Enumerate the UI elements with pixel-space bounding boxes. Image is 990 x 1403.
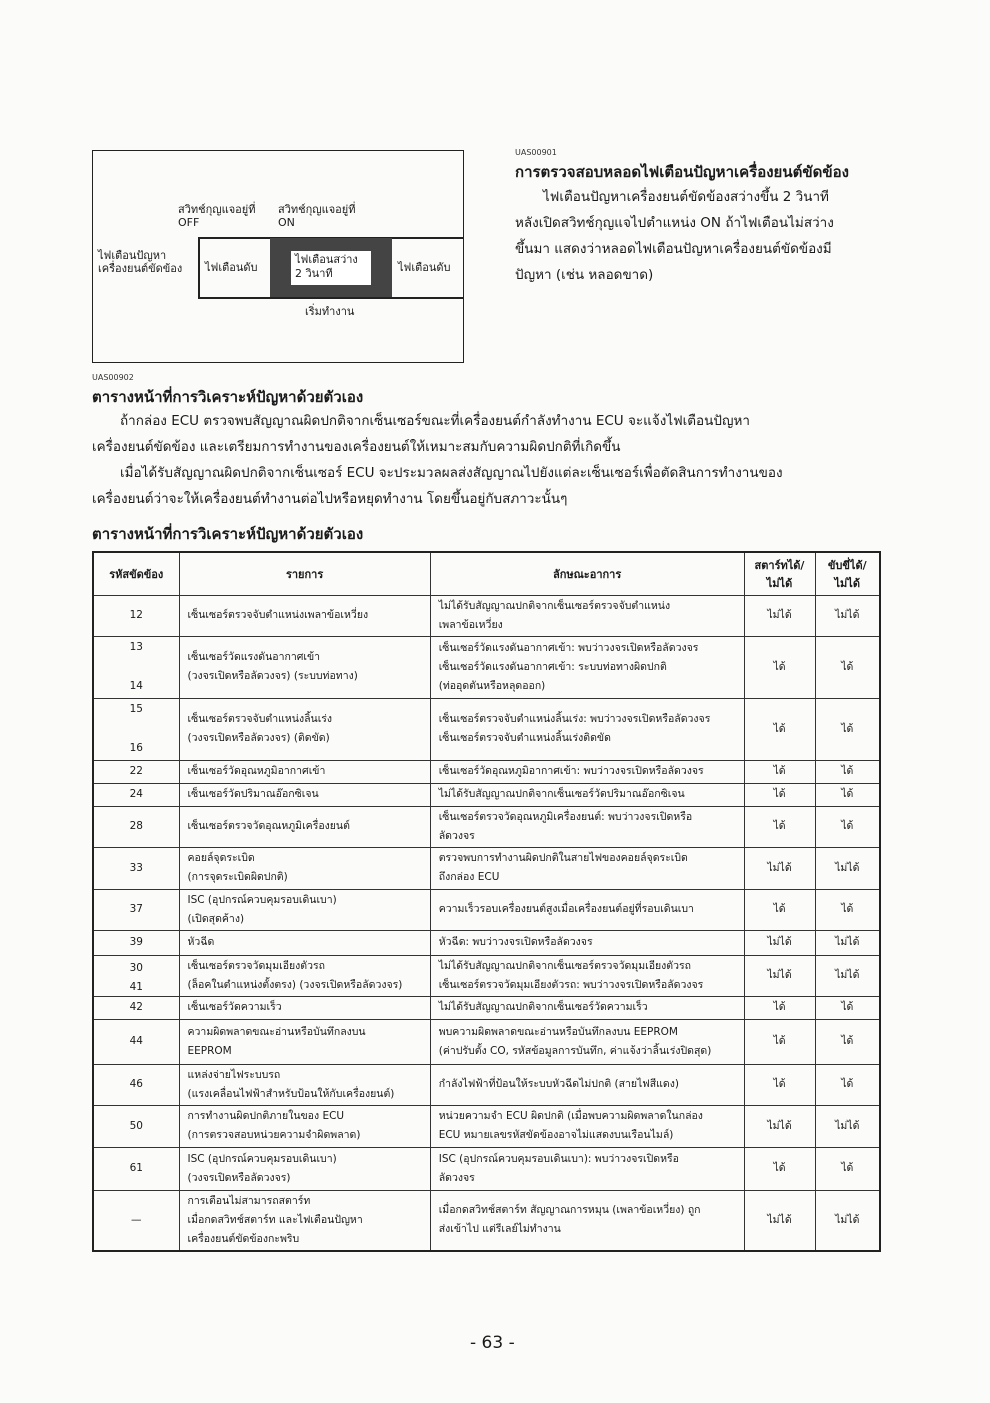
symptom-line: ไม่ได้รับสัญญาณปกติจากเซ็นเซอร์วัดปริมาณอ๊อกซิเจน [438, 788, 685, 800]
switch-off-label: สวิทช์กุญแจอยู่ที่ OFF [178, 203, 256, 229]
symptom-line: เซ็นเซอร์วัดแรงดันอากาศเข้า: พบว่าวงจรเปิดหรือลัดวงจร [438, 641, 699, 654]
codes-line: 46 [129, 1078, 143, 1090]
symptom [430, 847, 744, 889]
lamp-off-right: ไฟเตือนดับ [398, 261, 451, 274]
fault-code [93, 847, 179, 889]
item-line: (เปิดสุดค้าง) [187, 912, 245, 925]
item-line: EEPROM [187, 1044, 232, 1057]
diagnostic-table [92, 551, 881, 1252]
drive-possible: ได้ [815, 996, 880, 1019]
item-line: ISC (อุปกรณ์ควบคุมรอบเดินเบา) [187, 1152, 337, 1165]
symptom-line: ส่งเข้าไป แต่รีเลย์ไม่ทำงาน [438, 1223, 561, 1235]
section-title: ตารางหน้าที่การวิเคราะห์ปัญหาด้วยตัวเอง [92, 388, 364, 406]
drive-possible: ไม่ได้ [815, 1190, 880, 1251]
fault-code [93, 1019, 179, 1064]
table-row [93, 760, 880, 783]
codes-line: 44 [129, 1035, 143, 1047]
item [179, 1105, 430, 1147]
symptom-line: เพลาข้อเหวี่ยง [438, 618, 503, 631]
item-line: คอยล์จุดระเบิด [187, 852, 255, 864]
codes-line: 39 [129, 936, 143, 948]
page-number: - 63 - [470, 1333, 515, 1353]
start-possible: ได้ [744, 636, 815, 698]
table-row [93, 806, 880, 847]
item [179, 595, 430, 636]
drive-possible: ไม่ได้ [815, 1105, 880, 1147]
fault-code [93, 1190, 179, 1251]
drive-possible: ได้ [815, 636, 880, 698]
codes-line: 12 [129, 609, 143, 621]
item [179, 847, 430, 889]
drive-possible: ไม่ได้ [815, 847, 880, 889]
fault-code [93, 1105, 179, 1147]
item-line: เซ็นเซอร์วัดความเร็ว [187, 1001, 282, 1013]
item [179, 1190, 430, 1251]
item-line: ความผิดพลาดขณะอ่านหรือบันทึกลงบน [187, 1025, 366, 1038]
table-row [93, 1105, 880, 1147]
section-title: การตรวจสอบหลอดไฟเตือนปัญหาเครื่องยนต์ขัดข้อง [515, 163, 849, 181]
symptom-line: เมื่อกดสวิทช์สตาร์ท สัญญาณการหมุน (เพลาข้อเหวี่ยง) ถูก [438, 1204, 701, 1216]
symptom-line: หน่วยความจำ ECU ผิดปกติ (เมื่อพบความผิดพลาดในกล่อง [438, 1110, 703, 1122]
codes-line: 33 [129, 861, 143, 874]
symptom [430, 1105, 744, 1147]
fault-code [93, 595, 179, 636]
start-possible: ได้ [744, 1147, 815, 1190]
codes-line: 14 [129, 680, 143, 692]
fault-code [93, 889, 179, 930]
codes-line: 61 [129, 1162, 143, 1174]
fault-code [93, 783, 179, 806]
section2-body: ถ้ากล่อง ECU ตรวจพบสัญญาณผิดปกติจากเซ็นเซอร์ขณะที่เครื่องยนต์กำลังทำงาน ECU จะแจ้งไฟเตือนปัญหา เครื่องยนต์ขัดข้อง และเตรียมการทำงานของเครื่องยนต์ให้เหมาะสมกับความผิดปกติที่เกิดขึ้น เมื่อได้รับสัญญาณผิดปกติจากเซ็นเซอร์ ECU จะประมวลผลส่งสัญญาณไปยังแต่ละเซ็นเซอร์เพื่อตัดสินการทำงานของ เครื่องยนต์ว่าจะให้เครื่องยนต์ทำงานต่อไปหรือหยุดทำงาน โดยขึ้นอยู่กับสภาวะนั้นๆ [92, 413, 783, 507]
item-line: (วงจรเปิดหรือลัดวงจร) (ติดขัด) [187, 732, 330, 744]
fault-code [93, 1064, 179, 1105]
header-code: รหัสขัดข้อง [93, 552, 179, 595]
header-symptom: ลักษณะอาการ [430, 552, 744, 595]
start-possible: ได้ [744, 783, 815, 806]
symptom-line: เซ็นเซอร์ตรวจจับตำแหน่งลิ้นเร่ง: พบว่าวงจรเปิดหรือลัดวงจร [438, 713, 711, 725]
drive-possible: ได้ [815, 889, 880, 930]
table-row [93, 930, 880, 955]
fault-code [93, 1147, 179, 1190]
fault-code [93, 996, 179, 1019]
symptom-line: ไม่ได้รับสัญญาณปกติจากเซ็นเซอร์ตรวจจับตำแหน่ง [438, 599, 671, 612]
drive-possible: ได้ [815, 1064, 880, 1105]
item-line: เซ็นเซอร์ตรวจจับตำแหน่งลิ้นเร่ง [187, 713, 333, 725]
symptom [430, 930, 744, 955]
item-line: (ล็อคในตำแหน่งตั้งตรง) (วงจรเปิดหรือลัดวงจร) [187, 978, 403, 991]
symptom-line: ECU หมายเลขรหัสขัดข้องอาจไม่แสดงบนเรือนไมล์) [438, 1129, 674, 1141]
lamp-on-label: ไฟเตือนสว่าง 2 วินาที [291, 251, 371, 285]
start-possible: ไม่ได้ [744, 847, 815, 889]
symptom [430, 783, 744, 806]
warning-lamp-diagram [92, 150, 464, 363]
symptom [430, 636, 744, 698]
symptom-line: ความเร็วรอบเครื่องยนต์สูงเมื่อเครื่องยนต์อยู่ที่รอบเดินเบา [438, 903, 694, 915]
item-line: (การตรวจสอบหน่วยความจำผิดพลาด) [187, 1129, 361, 1141]
symptom-line: ลัดวงจร [438, 1171, 475, 1184]
codes-line: 42 [129, 1001, 143, 1013]
drive-possible: ไม่ได้ [815, 955, 880, 996]
item [179, 996, 430, 1019]
symptom-line: ISC (อุปกรณ์ควบคุมรอบเดินเบา): พบว่าวงจรเปิดหรือ [438, 1152, 679, 1165]
item-line: หัวฉีด [187, 936, 215, 948]
drive-possible: ได้ [815, 1147, 880, 1190]
item-line: เซ็นเซอร์วัดอุณหภูมิอากาศเข้า [187, 765, 326, 777]
fault-code [93, 636, 179, 698]
symptom-line: (ค่าปรับตั้ง CO, รหัสข้อมูลการบันทึก, ค่าแจ้งว่าลิ้นเร่งปิดสุด) [438, 1044, 712, 1057]
table-row [93, 595, 880, 636]
item-line: เซ็นเซอร์ตรวจวัดมุมเอียงตัวรถ [187, 959, 326, 972]
item [179, 930, 430, 955]
symptom-line: เซ็นเซอร์วัดอุณหภูมิอากาศเข้า: พบว่าวงจรเปิดหรือลัดวงจร [438, 765, 704, 777]
item [179, 760, 430, 783]
start-possible: ไม่ได้ [744, 930, 815, 955]
table-row [93, 955, 880, 996]
symptom-line: ไม่ได้รับสัญญาณปกติจากเซ็นเซอร์ตรวจวัดมุมเอียงตัวรถ [438, 959, 692, 972]
item-line: เมื่อกดสวิทช์สตาร์ท และไฟเตือนปัญหา [187, 1213, 363, 1226]
start-possible: ไม่ได้ [744, 1105, 815, 1147]
table-row [93, 1064, 880, 1105]
start-possible: ไม่ได้ [744, 595, 815, 636]
drive-possible: ได้ [815, 1019, 880, 1064]
item [179, 1019, 430, 1064]
codes-line: 22 [129, 765, 143, 777]
item [179, 1147, 430, 1190]
symptom [430, 1019, 744, 1064]
start-possible: ไม่ได้ [744, 955, 815, 996]
table-row [93, 847, 880, 889]
fault-code [93, 930, 179, 955]
symptom [430, 595, 744, 636]
timeline-bottom [198, 297, 463, 299]
drive-possible: ไม่ได้ [815, 595, 880, 636]
item-line: แหล่งจ่ายไฟระบบรถ [187, 1068, 281, 1081]
table-title: ตารางหน้าที่การวิเคราะห์ปัญหาด้วยตัวเอง [92, 525, 364, 543]
item-line: เซ็นเซอร์วัดปริมาณอ๊อกซิเจน [187, 788, 319, 800]
table-row [93, 1019, 880, 1064]
header-start: สตาร์ทได้/ ไม่ได้ [744, 552, 815, 595]
symptom-line: เซ็นเซอร์ตรวจวัดมุมเอียงตัวรถ: พบว่าวงจรเปิดหรือลัดวงจร [438, 978, 704, 991]
table-row [93, 698, 880, 760]
symptom-line: ตรวจพบการทำงานผิดปกติในสายไฟของคอยล์จุดระเบิด [438, 852, 688, 864]
section1-body: ไฟเตือนปัญหาเครื่องยนต์ขัดข้องสว่างขึ้น 2 วินาที หลังเปิดสวิทช์กุญแจไปตำแหน่ง ON ถ้าไฟเตือนไม่สว่าง ขึ้นมา แสดงว่าหลอดไฟเตือนปัญหาเครื่องยนต์ขัดข้องมี ปัญหา (เช่น หลอดขาด) [515, 189, 834, 283]
symptom-line: เซ็นเซอร์วัดแรงดันอากาศเข้า: ระบบท่อทางผิดปกติ [438, 660, 667, 673]
symptom [430, 1190, 744, 1251]
item [179, 806, 430, 847]
start-possible: ได้ [744, 996, 815, 1019]
item-line: ISC (อุปกรณ์ควบคุมรอบเดินเบา) [187, 893, 337, 906]
start-possible: ได้ [744, 1019, 815, 1064]
symptom-line: ไม่ได้รับสัญญาณปกติจากเซ็นเซอร์วัดความเร็ว [438, 1001, 648, 1013]
symptom-line: เซ็นเซอร์ตรวจจับตำแหน่งลิ้นเร่งติดขัด [438, 732, 611, 744]
codes-line: 28 [129, 820, 143, 832]
start-possible: ได้ [744, 806, 815, 847]
symptom-line: พบความผิดพลาดขณะอ่านหรือบันทึกลงบน EEPROM [438, 1025, 678, 1038]
symptom [430, 806, 744, 847]
switch-on-label: สวิทช์กุญแจอยู่ที่ ON [278, 203, 356, 229]
item-line: เซ็นเซอร์ตรวจวัดอุณหภูมิเครื่องยนต์ [187, 820, 350, 832]
codes-line: 37 [129, 903, 143, 915]
item [179, 955, 430, 996]
item-line: (วงจรเปิดหรือลัดวงจร) (ระบบท่อทาง) [187, 670, 358, 682]
codes-line: 30 [129, 961, 143, 974]
header-drive: ขับขี่ได้/ ไม่ได้ [815, 552, 880, 595]
item-line: (วงจรเปิดหรือลัดวงจร) [187, 1171, 291, 1184]
start-possible: ไม่ได้ [744, 1190, 815, 1251]
fault-code [93, 698, 179, 760]
item [179, 636, 430, 698]
item [179, 1064, 430, 1105]
codes-line: — [131, 1213, 142, 1226]
symptom-line: เซ็นเซอร์ตรวจวัดอุณหภูมิเครื่องยนต์: พบว่าวงจรเปิดหรือ [438, 810, 693, 823]
start-possible: ได้ [744, 889, 815, 930]
section-code: UAS00902 [92, 373, 134, 382]
item-line: เซ็นเซอร์ตรวจจับตำแหน่งเพลาข้อเหวี่ยง [187, 609, 369, 621]
codes-line: 15 [129, 703, 143, 715]
table-row [93, 1190, 880, 1251]
item-line: การทำงานผิดปกติภายในของ ECU [187, 1110, 345, 1122]
symptom [430, 955, 744, 996]
table-row [93, 783, 880, 806]
symptom [430, 760, 744, 783]
drive-possible: ได้ [815, 806, 880, 847]
symptom-line: (ท่ออุดตันหรือหลุดออก) [438, 679, 546, 692]
drive-possible: ได้ [815, 760, 880, 783]
codes-line: 24 [129, 788, 143, 800]
start-possible: ได้ [744, 760, 815, 783]
item-line: (แรงเคลื่อนไฟฟ้าสำหรับป้อนให้กับเครื่องยนต์) [187, 1087, 395, 1100]
fault-code [93, 760, 179, 783]
header-item: รายการ [179, 552, 430, 595]
table-row [93, 636, 880, 698]
symptom-line: หัวฉีด: พบว่าวงจรเปิดหรือลัดวงจร [438, 936, 593, 948]
item-line: (การจุดระเบิดผิดปกติ) [187, 871, 288, 883]
drive-possible: ได้ [815, 698, 880, 760]
symptom [430, 1147, 744, 1190]
symptom-line: ถึงกล่อง ECU [438, 871, 500, 883]
start-possible: ได้ [744, 1064, 815, 1105]
fault-code [93, 806, 179, 847]
symptom [430, 1064, 744, 1105]
codes-line: 16 [129, 742, 143, 754]
item-line: เซ็นเซอร์วัดแรงดันอากาศเข้า [187, 651, 321, 663]
start-label: เริ่มทำงาน [305, 305, 355, 318]
item [179, 783, 430, 806]
table-row [93, 889, 880, 930]
lamp-off-left: ไฟเตือนดับ [205, 261, 258, 274]
lamp-label: ไฟเตือนปัญหา เครื่องยนต์ขัดข้อง [98, 249, 183, 275]
symptom [430, 996, 744, 1019]
symptom [430, 698, 744, 760]
codes-line: 13 [129, 641, 143, 653]
symptom-line: ลัดวงจร [438, 829, 475, 842]
timeline-edge [198, 237, 200, 298]
drive-possible: ได้ [815, 783, 880, 806]
fault-code [93, 955, 179, 996]
item-line: เครื่องยนต์ขัดข้องกะพริบ [187, 1232, 300, 1245]
symptom [430, 889, 744, 930]
table-row [93, 1147, 880, 1190]
drive-possible: ไม่ได้ [815, 930, 880, 955]
start-possible: ได้ [744, 698, 815, 760]
item-line: การเตือนไม่สามารถสตาร์ท [187, 1194, 311, 1207]
table-row [93, 996, 880, 1019]
codes-line: 50 [129, 1119, 143, 1132]
symptom-line: กำลังไฟฟ้าที่ป้อนให้ระบบหัวฉีดไม่ปกติ (สายไฟสีแดง) [438, 1078, 679, 1090]
section-code: UAS00901 [515, 148, 557, 157]
item [179, 698, 430, 760]
codes-line: 41 [129, 980, 143, 993]
item [179, 889, 430, 930]
